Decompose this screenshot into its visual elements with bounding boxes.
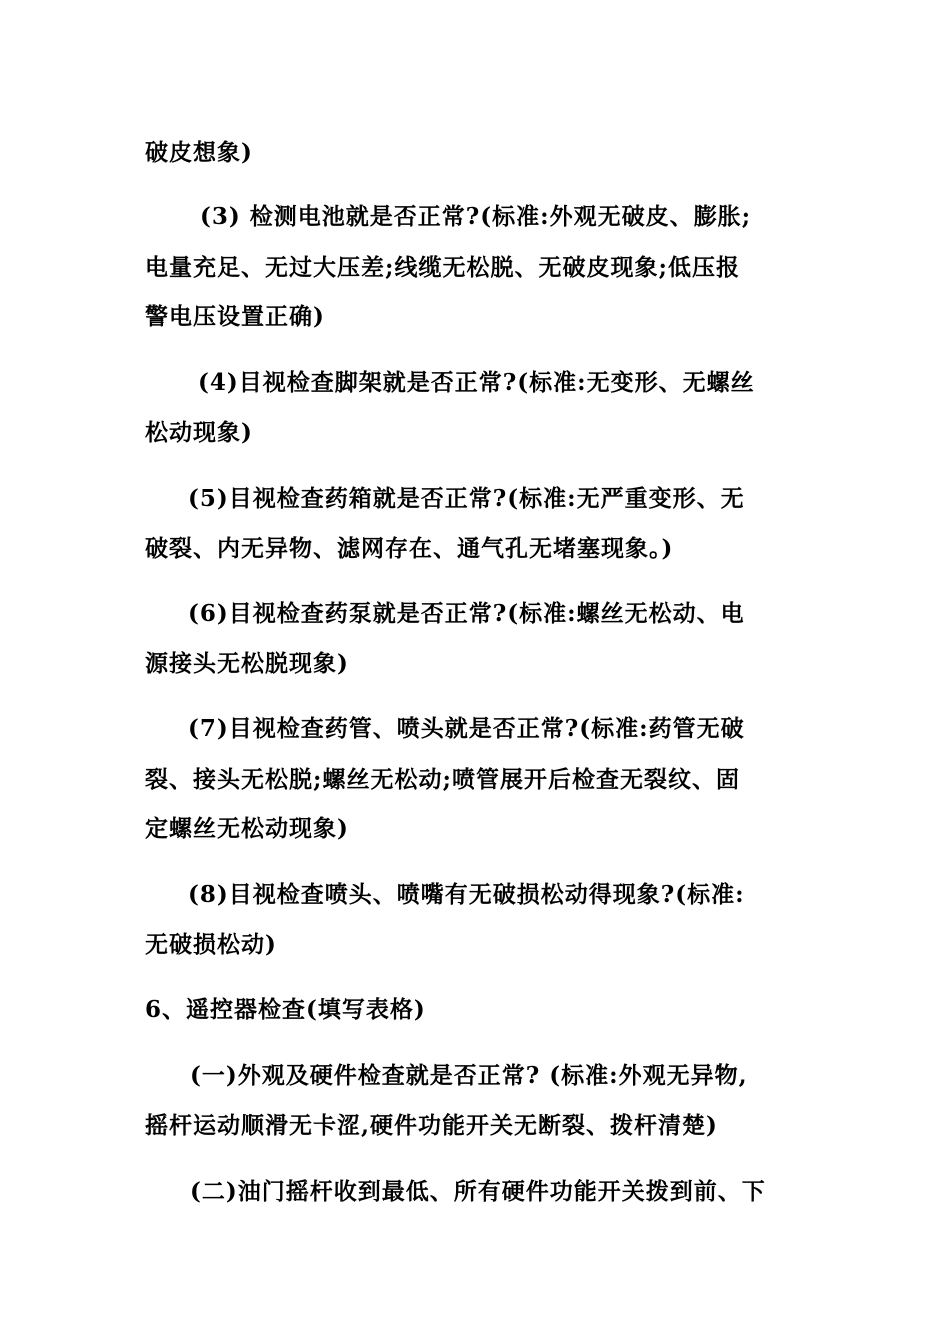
item-7-line-3: 定螺丝无松动现象): [145, 815, 349, 842]
text-line-1: 破皮想象): [145, 139, 253, 166]
item-3-line-3: 警电压设置正确): [145, 303, 325, 330]
item-4-line-2: 松动现象): [145, 419, 253, 446]
item-3-line-2: 电量充足、无过大压差;线缆无松脱、无破皮现象;低压报: [145, 254, 740, 281]
item-ii-line-1: (二)油门摇杆收到最低、所有硬件功能开关拨到前、下: [190, 1178, 766, 1205]
item-3-line-1: (3) 检测电池就是否正常?(标准:外观无破皮、膨胀;: [200, 203, 752, 230]
item-5-line-2: 破裂、内无异物、滤网存在、通气孔无堵塞现象。): [145, 535, 674, 562]
item-6-line-1: (6)目视检查药泵就是否正常?(标准:螺丝无松动、电: [188, 600, 745, 627]
item-4-line-1: (4)目视检查脚架就是否正常?(标准:无变形、无螺丝: [198, 369, 755, 396]
item-7-line-2: 裂、接头无松脱;螺丝无松动;喷管展开后检查无裂纹、固: [145, 766, 740, 793]
item-i-line-1: (一)外观及硬件检查就是否正常? (标准:外观无异物,: [190, 1062, 748, 1089]
item-8-line-1: (8)目视检查喷头、喷嘴有无破损松动得现象?(标准:: [188, 881, 745, 908]
section-6-heading: 6、遥控器检查(填写表格): [145, 996, 426, 1023]
item-i-line-2: 摇杆运动顺滑无卡涩,硬件功能开关无断裂、拨杆清楚): [145, 1112, 718, 1139]
item-8-line-2: 无破损松动): [145, 931, 277, 958]
item-7-line-1: (7)目视检查药管、喷头就是否正常?(标准:药管无破: [188, 715, 745, 742]
item-5-line-1: (5)目视检查药箱就是否正常?(标准:无严重变形、无: [188, 485, 745, 512]
item-6-line-2: 源接头无松脱现象): [145, 650, 349, 677]
